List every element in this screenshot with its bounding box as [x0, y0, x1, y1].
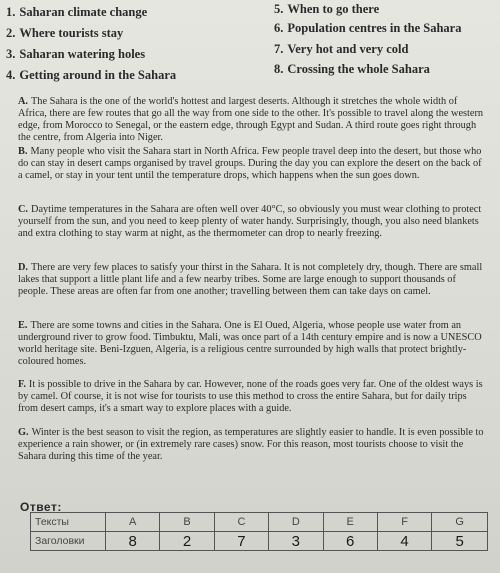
letter-cell: G	[432, 513, 488, 532]
heading-item: 8. Crossing the whole Sahara	[274, 62, 430, 76]
answer-cell[interactable]: 3	[269, 532, 323, 551]
letter-cell: E	[323, 513, 377, 532]
letter-cell: D	[269, 513, 323, 532]
letters-row	[31, 513, 488, 532]
heading-item: 5. When to go there	[274, 2, 380, 16]
answer-label: Ответ:	[20, 500, 62, 514]
row-label-texts: Тексты	[31, 513, 106, 532]
heading-item: 6. Population centres in the Sahara	[274, 21, 462, 35]
paragraph-e: E. There are some towns and cities in the Sahara. One is El Oued, Algeria, whose people use water from an underground river to grow food. Timbuktu, Mali, was once part of a 14th century empire and is now a UNESCO world heritage site. Beni-Izguen, Algeria, is a religious centre surrounded by high walls that protect brightly-coloured homes.	[18, 320, 482, 368]
row-label-headings: Заголовки	[31, 532, 106, 551]
letter-cell: B	[160, 513, 214, 532]
paragraph-a: A. The Sahara is the one of the world's hottest and largest deserts. Although it stretches the whole width of Africa, there are few routes that go all the way from one side to the other. It's possible to travel along the western edge, from Morocco to Senegal, or the eastern edge, through Egypt and Sudan. A third route goes right through the centre, from Algeria into Niger.	[18, 96, 484, 144]
heading-item: 1. Saharan climate change	[6, 5, 148, 19]
answers-row	[31, 532, 488, 551]
letter-cell: A	[106, 513, 160, 532]
paragraph-c: C. Daytime temperatures in the Sahara are often well over 40°C, so obviously you must wear clothing to protect yourself from the sun, and you need to keep plenty of water handy. Surprisingly, though, you also need blankets and extra clothing to stay warm at night, as the thermometer can drop to nearly freezing.	[18, 204, 482, 240]
answer-cell[interactable]: 7	[214, 532, 268, 551]
answer-cell[interactable]: 5	[432, 532, 488, 551]
headings-list	[6, 2, 496, 84]
heading-item: 4. Getting around in the Sahara	[6, 68, 177, 82]
paragraph-d: D. There are very few places to satisfy your thirst in the Sahara. It is not completely dry, though. There are small lakes that support a little plant life and a few nearby tribes. Some are large enough to support thousands of people. These areas are often far from one another; travelling between them can take days on camel.	[18, 262, 483, 298]
heading-item: 3. Saharan watering holes	[6, 47, 146, 61]
answer-cell[interactable]: 6	[323, 532, 377, 551]
paragraph-g: G. Winter is the best season to visit the region, as temperatures are slightly easier to handle. It is even possible to experience a rain shower, or (in extremely rare cases) snow. For this reason, most tourists choose to visit the Sahara during this time of the year.	[18, 427, 484, 463]
heading-item: 2. Where tourists stay	[6, 26, 124, 40]
answer-cell[interactable]: 4	[377, 532, 431, 551]
answer-cell[interactable]: 2	[160, 532, 214, 551]
answer-cell[interactable]: 8	[106, 532, 160, 551]
answer-table	[30, 512, 488, 551]
letter-cell: F	[377, 513, 431, 532]
letter-cell: C	[214, 513, 268, 532]
paragraph-f: F. It is possible to drive in the Sahara by car. However, none of the roads goes very far. One of the oldest ways is by camel. Of course, it is not wise for tourists to use this method to cross the entire Sahara, but for daily trips from desert camps, it's a smart way to explore places with a guide.	[18, 379, 483, 415]
paragraph-b: B. Many people who visit the Sahara start in North Africa. Few people travel deep into the desert, but those who do can stay in desert camps organised by travel groups. During the day you can explore the desert on the back of a camel, or stay in your tent until the temperature drops, which happens when the sun goes down.	[18, 146, 482, 182]
heading-item: 7. Very hot and very cold	[274, 42, 409, 56]
